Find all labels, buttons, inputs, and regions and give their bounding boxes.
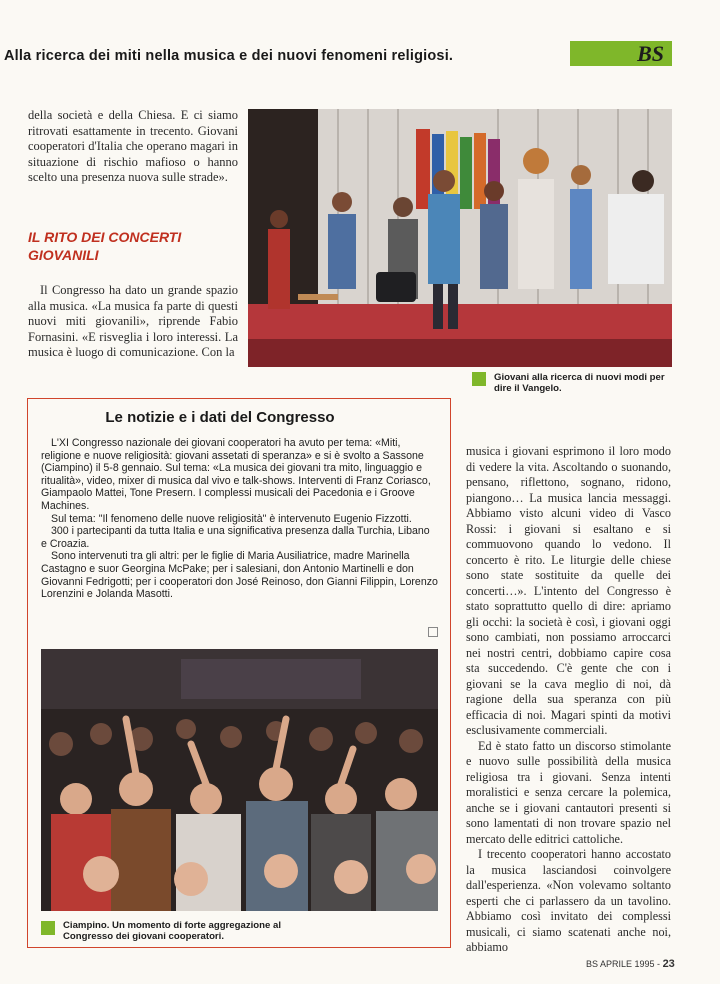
box-paragraph: L'XI Congresso nazionale dei giovani cooperatori ha avuto per tema: «Miti, religione e nuove religiosità: giovani assetati di speranza» e si è svolto a Sassone (Ciampino) il 5-8 gennaio. Sul tema: «La musica dei giovani tra mito, linguaggio e ritualità», video, mixer di musica dal vivo e talk-shows. Interventi di Franz Coriasco, Giampaolo Mattei, Tone Presern. I complessi musicali dei Pacedonia e i Groove Machines. <box>41 437 431 512</box>
caption-marker-square <box>472 372 486 386</box>
concert-photo-caption: Giovani alla ricerca di nuovi modi per dire il Vangelo. <box>494 372 665 394</box>
section-paragraph: Il Congresso ha dato un grande spazio alla musica. «La musica fa parte di questi nuovi miti giovanili», riprende Fabio Fornasini. «E risveglia i loro interessi. La musica è luogo di comunicazione. Con la <box>28 283 238 360</box>
end-of-article-square <box>428 627 438 637</box>
concert-stage-illustration <box>248 109 672 367</box>
box-paragraph: Sono intervenuti tra gli altri: per le figlie di Maria Ausiliatrice, madre Marinella Castagno e suor Georgina McPake; per i salesiani, don Antonio Martinelli e don Giovanni Fedrigotti; per i cooperatori don José Reinoso, don Gianni Filippin, Lorenzo Lorenzini e Jolanda Masotti. <box>41 550 438 601</box>
box-body <box>41 437 438 601</box>
intro-text <box>28 108 238 186</box>
intro-paragraph: della società e della Chiesa. E ci siamo ritrovati esattamente in trecento. Giovani cooperatori d'Italia che operano magari in situazione di rischio mafioso o hanno scelto una presenza nuova sulle strade». <box>28 108 238 185</box>
box-paragraph: 300 i partecipanti da tutta Italia e una significativa presenza dalla Turchia, Libano e Croazia. <box>41 525 430 550</box>
congress-info-box <box>27 398 451 948</box>
page-header-title: Alla ricerca dei miti nella musica e dei nuovi fenomeni religiosi. <box>4 48 454 64</box>
magazine-badge <box>570 41 672 66</box>
box-title: Le notizie e i dati del Congresso <box>105 409 335 426</box>
badge-label: BS <box>637 41 664 66</box>
section-heading: IL RITO DEI CONCERTI GIOVANILI <box>28 229 182 263</box>
right-column-paragraph: musica i giovani esprimono il loro modo di vedere la vita. Ascoltando o suonando, pensano, riflettono, sognano, ridono, piangono… La musica lancia messaggi. Abbiamo visto alcuni video di Vasco Rossi: i giovani si esaltano e si commuovono quando lo vedono. Il concerto è rito. Le liturgie delle chiese sono state sostituite da quelle dei concerti…». L'intento del Congresso è stato soprattutto quello di dire: apriamo gli occhi: la società è così, i giovani oggi sono cambiati, non possiamo arroccarci nei nostri centri, dobbiamo capire cosa sta succedendo. C'è gente che con i giovani se la cava meglio di noi, dà ragione della sua speranza con più efficacia di noi. Magari spinti da motivi esclusivamente commerciali. <box>466 444 671 737</box>
right-column-paragraph: I trecento cooperatori hanno accostato la musica lasciandosi coinvolgere dall'esperienza. «Non volevamo soltanto esperti che ci parlassero da un tavolino. Abbiamo così invitato dei complessi musicali, ci siamo scatenati anche noi, abbiamo <box>466 847 671 954</box>
audience-photo-caption: Ciampino. Un momento di forte aggregazione al Congresso dei giovani cooperatori. <box>63 920 282 942</box>
audience-illustration <box>41 649 438 911</box>
page-folio <box>586 958 686 970</box>
page-number: 23 <box>662 958 675 970</box>
concert-stage-photo <box>248 109 672 367</box>
box-paragraph: Sul tema: "Il fenomeno delle nuove religiosità" è intervenuto Eugenio Fizzotti. <box>51 512 412 525</box>
caption-marker-square <box>41 921 55 935</box>
audience-photo <box>41 649 438 911</box>
folio-label: BS APRILE 1995 - <box>586 959 661 969</box>
right-column-paragraph: Ed è stato fatto un discorso stimolante e nuovo sulle possibilità della musica religiosa tra i giovani. Senza intenti moralistici e senza cercare la polemica, anche se i giovani cantautori presenti si sono lamentati di non trovare spazio nel mercato delle editrici cattoliche. <box>466 738 671 846</box>
right-column-text <box>466 444 671 956</box>
section-text <box>28 283 238 361</box>
